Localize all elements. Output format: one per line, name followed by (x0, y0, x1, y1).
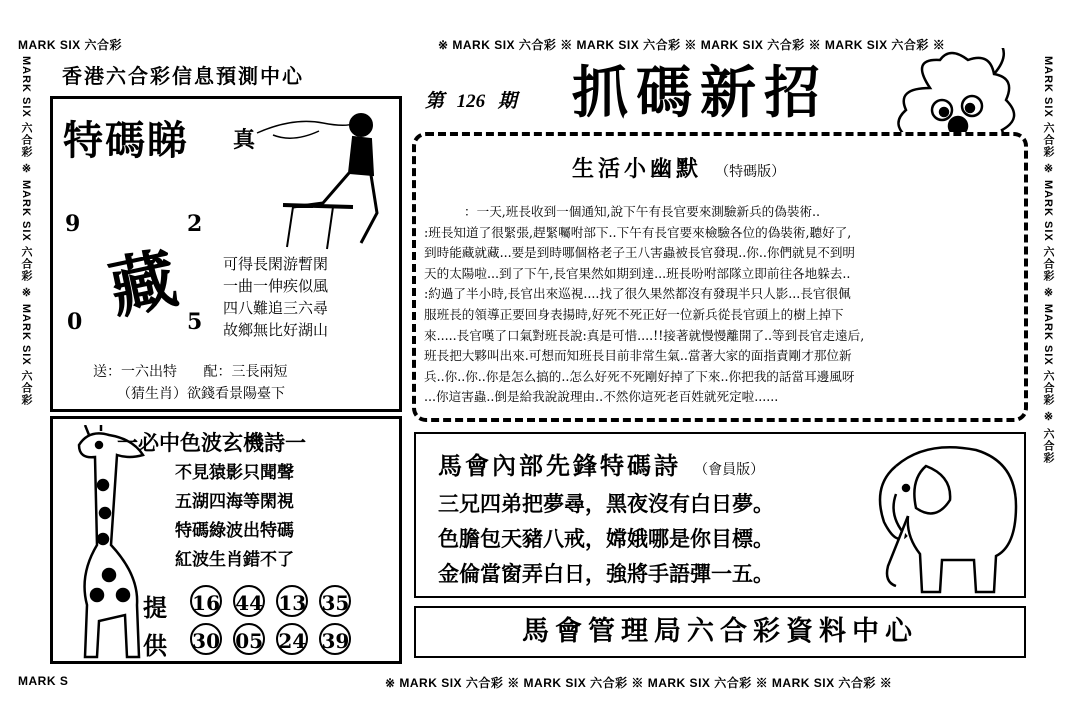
digit-bottom-right: 5 (187, 309, 203, 335)
mark-six-left-band: MARK SIX 六合彩 ※ MARK SIX 六合彩 ※ MARK SIX 六合彩 (20, 56, 32, 406)
humor-line: 到時能藏就藏...要是到時哪個格老子王八害蟲被長官發現..你..你們就見不到明 (424, 245, 856, 261)
digit-bottom-left: 0 (67, 309, 83, 335)
humor-line: :約過了半小時,長官出來巡視....找了很久果然都沒有發現半只人影...長官很佩 (424, 286, 851, 302)
horse-poem-line: 色膽包天豬八戒，嫦娥哪是你目標。 (438, 526, 774, 551)
footer-banner: 馬會管理局六合彩資料中心 (522, 616, 918, 647)
wave-poem-box (50, 416, 402, 664)
humor-line: 來.....長官嘆了口氣對班長說:真是可惜....!!接著就慢慢離開了..等到長官走遠后, (424, 327, 865, 343)
mark-six-bottom-band: ※ MARK SIX 六合彩 ※ MARK SIX 六合彩 ※ MARK SIX 六合彩 ※ MARK SIX 六合彩 ※ (385, 676, 893, 690)
horse-poem-line: 三兄四弟把夢尋，黑夜沒有白日夢。 (438, 491, 774, 516)
tema-poem (223, 253, 328, 341)
horse-poem-line: 金倫當窗弄白日，強將手語彈一五。 (438, 561, 774, 586)
footer-banner-box (414, 606, 1026, 658)
issue-number: 126 (456, 91, 486, 112)
issue-prefix: 第 (425, 90, 445, 112)
gong-number: 24 (276, 623, 308, 655)
digit-top-left: 9 (65, 211, 81, 237)
humor-line: :班長知道了很緊張,趕緊囑咐部下..下午有長官要來檢驗各位的偽裝術,聽好了, (424, 224, 852, 240)
humor-line: 班長把大夥叫出來.可想而知班長目前非常生氣..當著大家的面指責剛才那位新 (424, 348, 852, 364)
gong-row (143, 623, 357, 661)
tema-poem-line: 四八難追三六尋 (223, 299, 329, 317)
send-label: 送：一六出特 (93, 364, 177, 380)
humor-story (424, 202, 864, 408)
wave-poem-title: 一必中色波玄機詩一 (117, 430, 306, 455)
girl-whip-icon (253, 103, 393, 253)
horse-poem-subtitle: （會員版） (694, 462, 765, 478)
wave-poem-lines (175, 459, 294, 575)
tema-poem-line: 一曲一伸疾似風 (223, 277, 329, 295)
center-name: 香港六合彩信息預測中心 (62, 64, 304, 88)
humor-line: ：一天,班長收到一個通知,說下午有長官要來測驗新兵的偽裝術.. (464, 204, 821, 219)
tema-poem-line: 故鄉無比好湖山 (223, 321, 329, 339)
tema-title-suffix: 真 (233, 127, 256, 153)
ti-number: 44 (233, 585, 265, 617)
hidden-char: 藏 (102, 238, 184, 329)
ti-label: 提 (143, 593, 167, 622)
humor-title: 生活小幽默 (572, 156, 703, 182)
humor-line: ...你這害蟲..倒是給我說說理由..不然你這死老百姓就死定啦...... (424, 389, 779, 405)
humor-line: 天的太陽啦...到了下午,長官果然如期到達...班長吩咐部隊立即前往各地躲去.. (424, 265, 851, 281)
tema-send-line (93, 361, 287, 381)
mark-six-right-band: MARK SIX 六合彩 ※ MARK SIX 六合彩 ※ MARK SIX 六合彩 ※ 六合彩 (1042, 56, 1054, 464)
tema-poem-line: 可得長閑游暫閑 (223, 255, 329, 273)
ti-number: 16 (190, 585, 222, 617)
mark-six-bottom-left: MARK S (18, 674, 69, 688)
mark-six-top-left: MARK SIX 六合彩 (18, 38, 123, 52)
mark-six-top-band: ※ MARK SIX 六合彩 ※ MARK SIX 六合彩 ※ MARK SIX 六合彩 ※ MARK SIX 六合彩 ※ (438, 38, 946, 52)
humor-subtitle: （特碼版） (715, 164, 786, 180)
horse-poem-box (414, 432, 1026, 598)
issue-label (425, 86, 517, 113)
elephant-icon (866, 436, 1022, 596)
gong-number: 05 (233, 623, 265, 655)
guess-line: （猜生肖）欲錢看景陽臺下 (117, 386, 285, 402)
gong-number: 39 (319, 623, 351, 655)
main-title: 抓碼新招 (572, 60, 828, 126)
horse-poem-title: 馬會內部先鋒特碼詩 (438, 451, 681, 480)
horse-poem-header (438, 446, 764, 481)
ti-number: 13 (276, 585, 308, 617)
wave-poem-line: 特碼綠波出特碼 (175, 521, 294, 541)
humor-line: 服班長的領導正要回身表揚時,好死不死正好一位新兵從長官頭上的樹上掉下 (424, 306, 844, 322)
tema-title: 特碼睇 (63, 117, 189, 164)
digit-top-right: 2 (187, 211, 203, 237)
wave-poem-line: 不見猿影只聞聲 (175, 463, 294, 483)
issue-suffix: 期 (497, 90, 517, 112)
gong-label: 供 (143, 631, 167, 660)
tema-box (50, 96, 402, 412)
match-label: 配：三長兩短 (203, 364, 288, 380)
wave-poem-line: 五湖四海等閑視 (175, 492, 294, 512)
wave-poem-line: 紅波生肖錯不了 (175, 550, 294, 570)
humor-header (572, 152, 785, 183)
horse-poem-lines (438, 486, 774, 591)
ti-row (143, 585, 357, 623)
gong-number: 30 (190, 623, 222, 655)
ti-number: 35 (319, 585, 351, 617)
humor-box (412, 132, 1028, 422)
humor-line: 兵..你..你..你是怎么搞的..怎么好死不死剛好掉了下來..你把我的話當耳邊風呀 (424, 368, 855, 384)
